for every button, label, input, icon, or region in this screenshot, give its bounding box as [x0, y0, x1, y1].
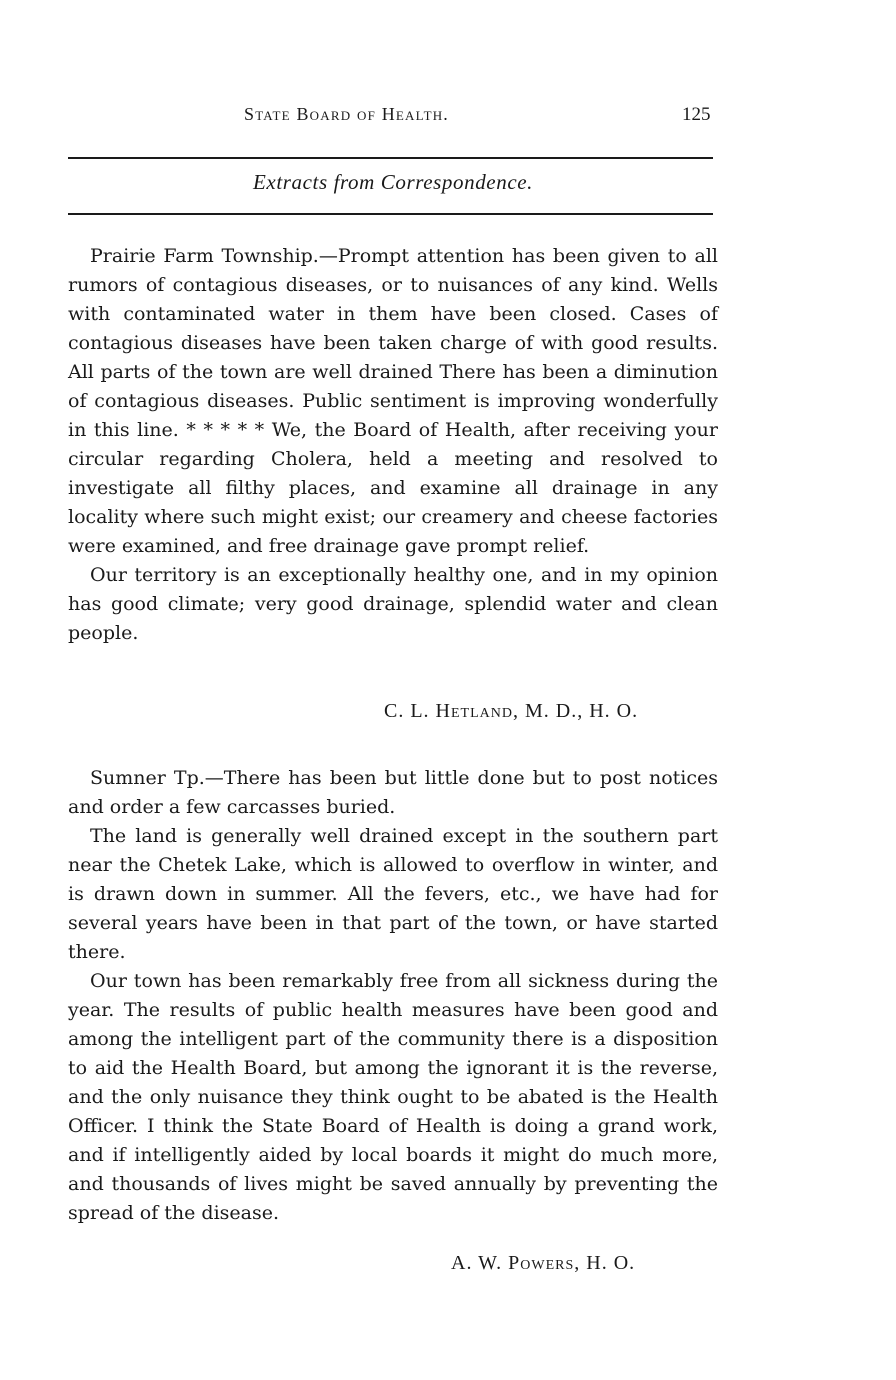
page-number: 125	[682, 104, 711, 125]
paragraph: Our territory is an exceptionally healthy one, and in my opinion has good climate; very good drainage, splendid water and clean people.	[68, 564, 718, 644]
paragraph: Prairie Farm Township.—Prompt attention has been given to all rumors of contagious diseases, or to nuisances of any kind. Wells with contaminated water in them have been closed. Cases of contagious diseases have been taken charge of with good results. All parts of the town are well drained There has been a diminution of contagious diseases. Public sentiment is improving wonderfully in this line. * * * * * We, the Board of Health, after receiving your circular regarding Cholera, held a meeting and resolved to investigate all filthy places, and examine all drainage in any locality where such might exist; our creamery and cheese factories were examined, and free drainage gave prompt relief.	[68, 245, 718, 557]
signature: C. L. Hetland, M. D., H. O.	[384, 700, 639, 722]
header-rule-top	[68, 157, 713, 159]
paragraph: Sumner Tp.—There has been but little done but to post notices and order a few carcasses buried.	[68, 767, 718, 818]
section-title: Extracts from Correspondence.	[252, 170, 534, 194]
letter-prairie-farm	[68, 242, 718, 648]
paragraph: The land is generally well drained except in the southern part near the Chetek Lake, which is allowed to overflow in winter, and is drawn down in summer. All the fevers, etc., we have had for several years have been in that part of the town, or have started there.	[68, 825, 718, 963]
running-head: State Board of Health.	[244, 104, 450, 124]
paragraph: Our town has been remarkably free from all sickness during the year. The results of public health measures have been good and among the intelligent part of the community there is a disposition to aid the Health Board, but among the ignorant it is the reverse, and the only nuisance they think ought to be abated is the Health Officer. I think the State Board of Health is doing a grand work, and if intelligently aided by local boards it might do much more, and thousands of lives might be saved annually by preventing the spread of the disease.	[68, 970, 718, 1224]
letter-sumner	[68, 764, 718, 1228]
signature: A. W. Powers, H. O.	[451, 1252, 636, 1274]
header-rule-bottom	[68, 213, 713, 215]
